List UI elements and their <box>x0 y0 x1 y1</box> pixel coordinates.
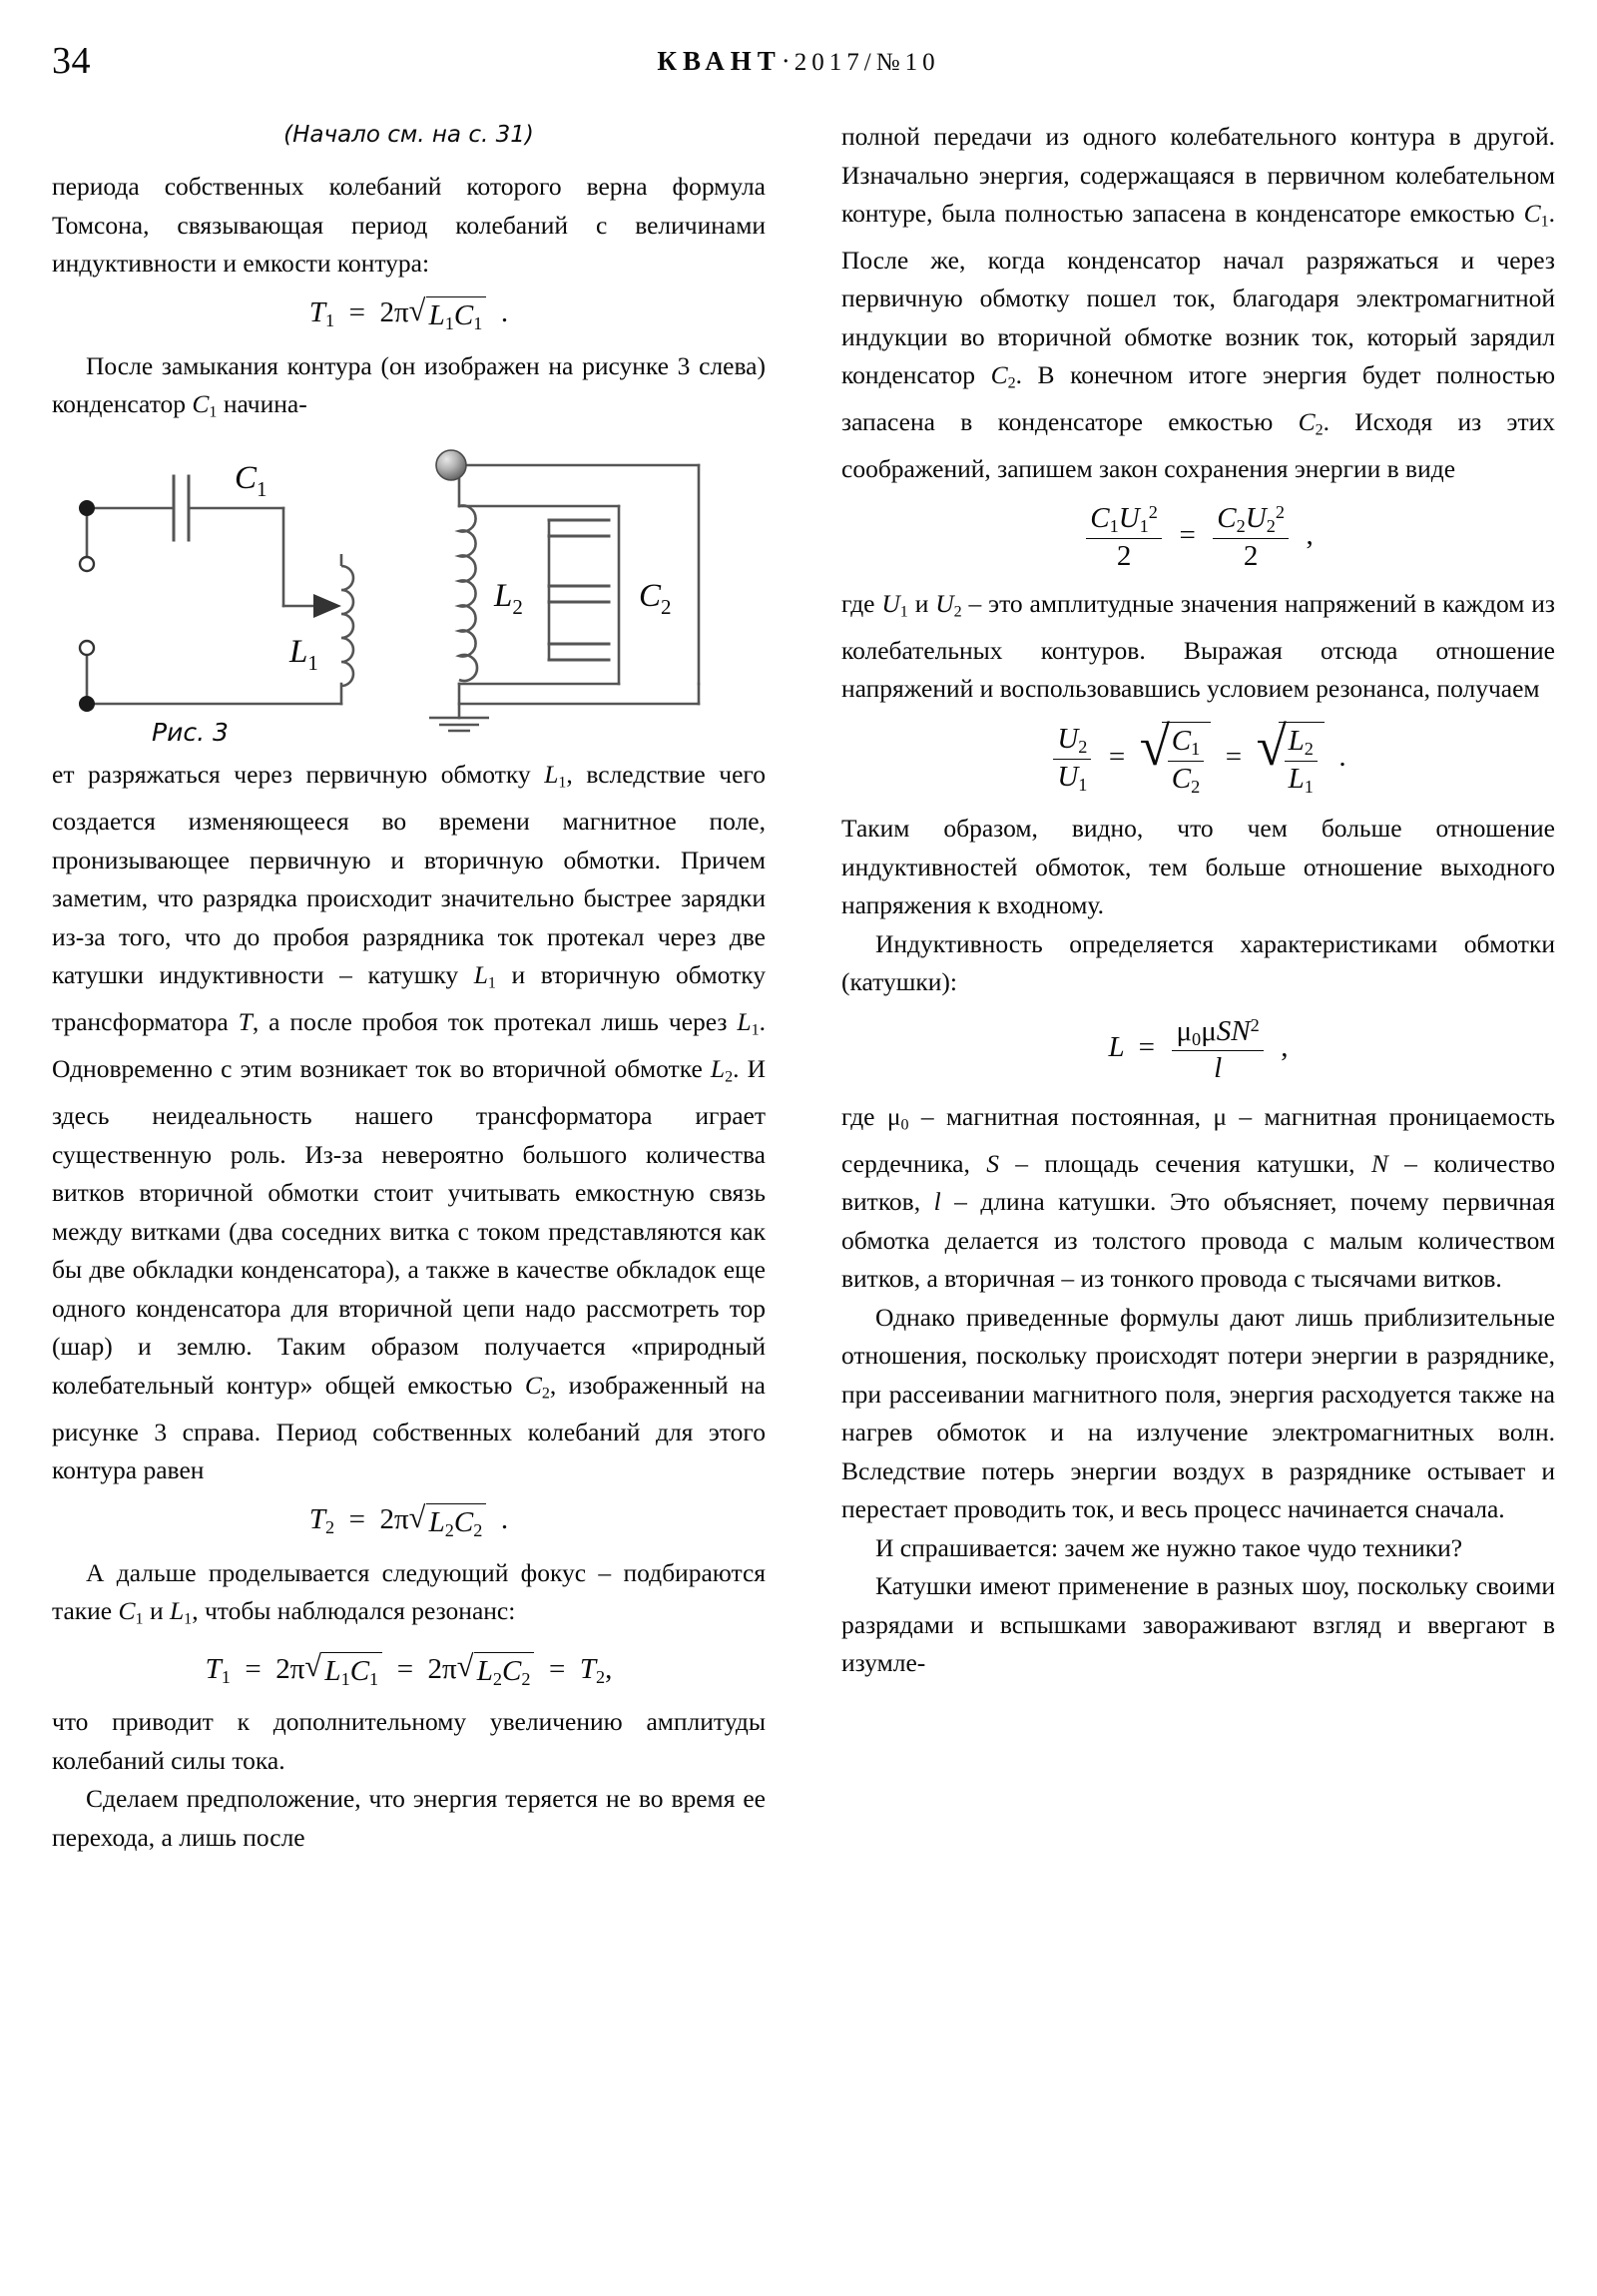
inline-var-L1-c: $L_1$ <box>737 1007 760 1039</box>
paragraph-amplitude-increase: что приводит к дополнительному увеличению амплитуды колебаний силы тока. <box>52 1707 766 1775</box>
terminal-open-upper <box>80 557 94 571</box>
paragraph-shows: Катушки имеют применение в разных шоу, поскольку своими разрядами и вспышками завораживают взгляд и ввергают в изумле- <box>841 1571 1555 1678</box>
issue-number: 2017/№10 <box>794 49 940 76</box>
terminal-open-lower <box>80 641 94 655</box>
inline-var-C2: $C_2$ <box>524 1370 550 1403</box>
figure-label-L2: $L_2$ <box>494 578 523 620</box>
terminal-filled-top <box>80 501 94 515</box>
paragraph-energy-transfer: полной передачи из одного колебательного контура в другой. Изначально энергия, содержащаяся в первичном колебательном контуре, была полностью запасена в конденсаторе емкостью $C_1$. После же, когда конденсатор начал разряжаться и через первичную обмотку пошел ток, благодаря электромагнитной индукции во вторичной обмотке возник ток, который зарядил конденсатор $C_2$. В конечном итоге энергия будет полностью запасена в конденсаторе емкостью $C_2$. Исходя из этих соображений, запишем закон сохранения энергии в виде <box>841 122 1556 484</box>
inductor-l2 <box>459 506 477 682</box>
journal-masthead <box>0 40 1597 84</box>
paragraph-symbol-definitions: где $\mu_0$ – магнитная постоянная, μ – магнитная проницаемость сердечника, S – площадь сечения катушки, N – количество витков, l – длина катушки. Это объясняет, почему первичная обмотка делается из толстого провода с малым количеством витков, а вторичная – из тонкого провода с тысячами витков. <box>841 1101 1555 1294</box>
inline-var-L1-b: $L_1$ <box>473 960 496 992</box>
inline-var-C1-r: $C_1$ <box>1523 199 1549 231</box>
inline-var-L1-d: $L_1$ <box>169 1596 193 1628</box>
inline-var-S: S <box>986 1148 999 1178</box>
paragraph-energy-assumption: Сделаем предположение, что энергия теряется не во время ее перехода, а лишь после <box>52 1784 766 1852</box>
journal-name: КВАНТ <box>657 46 782 76</box>
paragraph-inductance-characteristics: Индуктивность определяется характеристиками обмотки (катушки): <box>841 928 1555 997</box>
inline-var-C2-r: $C_2$ <box>990 360 1016 392</box>
formula-voltage-ratio: $\frac{U_2}{U_1}$ = √ $\frac{C_1}{C_2}$ = √ $\frac{L_2}{L_1}$ . <box>841 722 1555 797</box>
paragraph-question: И спрашивается: зачем же нужно такое чудо техники? <box>875 1532 1463 1562</box>
terminal-filled-bottom <box>80 697 94 711</box>
inline-var-L2: $L_2$ <box>710 1054 734 1086</box>
masthead-separator: · <box>781 46 795 76</box>
paragraph-inductance-ratio-conclusion: Таким образом, видно, что чем больше отношение индуктивностей обмоток, тем больше отношение выходного напряжения к входному. <box>841 814 1555 920</box>
figure-3 <box>52 446 766 746</box>
left-column <box>52 118 766 1857</box>
right-column <box>841 118 1555 1683</box>
sphere-electrode-icon <box>436 450 466 480</box>
paragraph-voltage-amplitudes: где $U_1$ и $U_2$ – это амплитудные значения напряжений в каждом из колебательных контуров. Выражая отсюда отношение напряжений и воспользовавшись условием резонанса, получаем <box>841 588 1555 704</box>
current-arrow-icon <box>313 594 341 618</box>
inline-var-U2: $U_2$ <box>935 588 962 621</box>
paragraph-discharge: ет разряжаться через первичную обмотку $L_1$, вследствие чего создается изменяющееся во времени магнитное поле, пронизывающее первичную и вторичную обмотки. Причем заметим, что разрядка происходит значительно быстрее зарядки из-за того, что до пробоя разрядника ток протекал через две катушки индуктивности – катушку $L_1$ и вторичную обмотку трансформатора T, а после пробоя ток протекал лишь через $L_1$. Одновременно с этим возникает ток во вторичной обмотке $L_2$. И здесь неидеальность нашего трансформатора играет существенную роль. Из-за невероятно большого количества витков вторичной обмотки стоит учитывать емкостную связь между витками (два соседних витка с током представляются как бы две обкладки конденсатора), а также в качестве обкладок еще одного конденсатора для вторичной цепи надо рассмотреть тор (шар) и землю. Таким образом получается «природный колебательный контур» общей емкостью $C_2$, изображенный на рисунке 3 справа. Период собственных колебаний для этого контура равен <box>52 760 766 1485</box>
inline-var-mu: μ <box>1213 1101 1228 1131</box>
inline-var-l: l <box>933 1187 941 1217</box>
inline-var-U1: $U_1$ <box>881 588 908 621</box>
formula-resonance: $T_1 = 2\pi$ √ $L_1C_1 = 2\pi$ √ $L_2C_2 = T_2$, <box>205 1649 613 1690</box>
figure-label-C1: $C_1$ <box>235 460 267 502</box>
figure-label-C2: $C_2$ <box>639 578 672 620</box>
formula-T1: $T_1 = 2\pi$ √ $L_1C_1$ . <box>308 292 509 333</box>
figure-caption: Рис. 3 <box>152 717 229 747</box>
page-number: 34 <box>52 40 91 82</box>
formula-energy-conservation: $\frac{C_1U_1^2}{2}$ = $\frac{C_2U_2^2}{2}$ , <box>841 502 1555 572</box>
circuit-diagram-svg <box>52 446 751 736</box>
inline-var-C1: $C_1$ <box>192 389 218 421</box>
paragraph-period-thomson: периода собственных колебаний которого верна формула Томсона, связывающая период колебаний с величинами индуктивности и емкости контура: <box>52 172 766 278</box>
inline-var-C2-r2: $C_2$ <box>1298 407 1324 439</box>
paragraph-resonance-trick: А дальше проделывается следующий фокус – подбираются такие $C_1$ и $L_1$, чтобы наблюдался резонанс: <box>52 1557 766 1628</box>
running-head <box>0 38 1597 84</box>
inline-var-T: T <box>238 1007 253 1037</box>
continuation-note: (Начало см. на с. 31) <box>283 122 534 148</box>
formula-T2: $T_2 = 2\pi$ √ $L_2C_2$ . <box>308 1499 509 1540</box>
paragraph-after-closing: После замыкания контура (он изображен на рисунке 3 слева) конденсатор $C_1$ начина- <box>52 350 766 421</box>
inductor-l1 <box>341 566 353 686</box>
inline-var-mu0: $\mu_0$ <box>886 1101 909 1134</box>
inline-var-C1-b: $C_1$ <box>118 1596 144 1628</box>
figure-label-L1: $L_1$ <box>289 634 318 676</box>
inline-var-L1-a: $L_1$ <box>544 760 567 792</box>
formula-inductance: L = $\frac{\mu_0\mu SN^2}{l}$ , <box>1108 1014 1289 1085</box>
paragraph-losses: Однако приведенные формулы дают лишь приблизительные отношения, поскольку происходят потери энергии в разряднике, при рассеивании магнитного поля, энергия расходуется также на нагрев обмоток и на излучение электромагнитных волн. Вследствие потерь энергии воздух в разряднике остывает и перестает проводить ток, и весь процесс начинается сначала. <box>841 1302 1555 1524</box>
inline-var-N: N <box>1370 1148 1388 1178</box>
ground-icon <box>429 718 489 731</box>
